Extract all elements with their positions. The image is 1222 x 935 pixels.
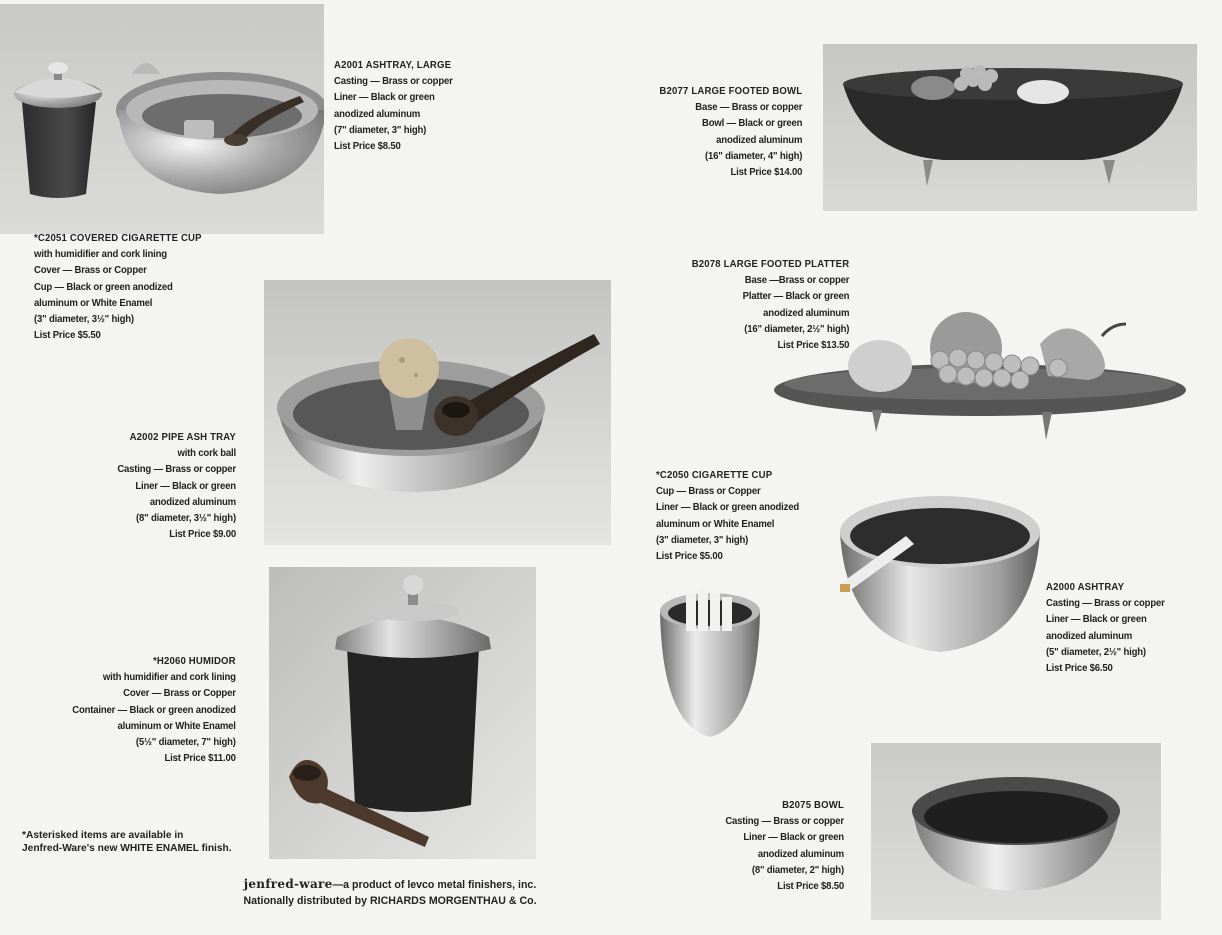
product-line: Casting — Brass or copper — [117, 464, 236, 476]
distribution-line: Nationally distributed by RICHARDS MORGENTHAU & Co. — [243, 895, 537, 907]
product-line: with humidifier and cork lining — [34, 249, 167, 261]
product-line: Liner — Black or green — [1046, 614, 1147, 626]
product-line: (3" diameter, 3½" high) — [34, 314, 134, 326]
product-line: anodized aluminum — [715, 134, 802, 146]
product-heading: B2077 LARGE FOOTED BOWL — [659, 86, 802, 97]
product-b2075 — [725, 798, 844, 895]
product-price: List Price $8.50 — [777, 881, 844, 893]
product-line: anodized aluminum — [762, 307, 849, 319]
product-line: anodized aluminum — [1046, 630, 1133, 642]
product-line: anodized aluminum — [149, 496, 236, 508]
product-line: Container — Black or green anodized — [72, 704, 236, 716]
product-heading: *H2060 HUMIDOR — [153, 656, 236, 667]
product-line: anodized aluminum — [757, 848, 844, 860]
footer-brand-line — [200, 876, 580, 893]
photo-bowl — [871, 743, 1161, 920]
product-line: Casting — Brass or copper — [334, 76, 453, 88]
product-line: anodized aluminum — [334, 108, 421, 120]
photo-ashtray — [836, 492, 1044, 656]
product-line: Base — Brass or copper — [695, 102, 802, 114]
product-line: (8" diameter, 3½" high) — [136, 513, 236, 525]
photo-humidor — [269, 567, 536, 859]
brand-name: jenfred-ware — [243, 877, 333, 891]
product-line: Liner — Black or green — [135, 480, 236, 492]
product-heading: *C2050 CIGARETTE CUP — [656, 470, 773, 481]
product-line: Liner — Black or green — [334, 92, 435, 104]
product-line: (5" diameter, 2½" high) — [1046, 646, 1146, 658]
product-line: with humidifier and cork lining — [103, 672, 237, 684]
product-heading: A2002 PIPE ASH TRAY — [129, 432, 236, 443]
product-price: List Price $11.00 — [164, 753, 236, 765]
product-line: Casting — Brass or copper — [725, 816, 844, 828]
product-a2000 — [1046, 580, 1165, 677]
product-line: Bowl — Black or green — [701, 118, 802, 130]
product-line: Cover — Brass or Copper — [123, 688, 236, 700]
product-line: Cover — Brass or Copper — [34, 265, 147, 277]
product-line: (8" diameter, 2" high) — [751, 864, 844, 876]
product-line: Liner — Black or green anodized — [656, 502, 800, 514]
photo-pipe-ash-tray — [264, 280, 611, 545]
product-heading: B2075 BOWL — [782, 800, 844, 811]
product-line: with cork ball — [177, 448, 236, 460]
asterisk-note — [22, 830, 232, 855]
product-line: (3" diameter, 3" high) — [656, 534, 749, 546]
product-line: (5½" diameter, 7" high) — [136, 737, 236, 749]
product-a2001 — [334, 58, 453, 155]
product-b2078 — [691, 257, 849, 354]
photo-cigarette-cup — [658, 585, 762, 740]
product-price: List Price $14.00 — [730, 167, 802, 179]
product-price: List Price $6.50 — [1046, 663, 1113, 675]
product-line: Cup — Brass or Copper — [656, 486, 761, 498]
footer — [200, 876, 580, 909]
photo-large-footed-bowl — [823, 44, 1197, 211]
note-line: Jenfred-Ware's new WHITE ENAMEL finish. — [22, 842, 232, 854]
product-line: Platter — Black or green — [742, 291, 849, 303]
product-price: List Price $5.50 — [34, 330, 101, 342]
product-price: List Price $5.00 — [656, 551, 723, 563]
product-line: (16" diameter, 4" high) — [704, 150, 802, 162]
product-price: List Price $8.50 — [334, 141, 401, 153]
product-heading: A2001 ASHTRAY, LARGE — [334, 60, 452, 71]
product-c2051 — [34, 231, 202, 344]
product-line: Liner — Black or green — [743, 832, 844, 844]
product-heading: A2000 ASHTRAY — [1046, 582, 1125, 593]
product-price: List Price $9.00 — [169, 529, 236, 541]
product-b2077 — [659, 84, 802, 181]
product-line: (16" diameter, 2½" high) — [743, 323, 849, 335]
product-line: Casting — Brass or copper — [1046, 598, 1165, 610]
product-line: Cup — Black or green anodized — [34, 281, 173, 293]
product-line: Base —Brass or copper — [744, 275, 849, 287]
brand-tagline: —a product of levco metal finishers, inc. — [332, 879, 537, 891]
product-heading: B2078 LARGE FOOTED PLATTER — [691, 259, 849, 270]
product-c2050 — [656, 468, 799, 565]
product-heading: *C2051 COVERED CIGARETTE CUP — [34, 233, 202, 244]
product-line: (7" diameter, 3" high) — [334, 124, 427, 136]
product-price: List Price $13.50 — [777, 340, 849, 352]
product-line: aluminum or White Enamel — [656, 518, 775, 530]
product-h2060 — [72, 654, 236, 767]
product-a2002 — [117, 430, 236, 543]
note-line: *Asterisked items are available in — [22, 830, 184, 841]
product-line: aluminum or White Enamel — [34, 297, 153, 309]
photo-ashtray-large-and-covered-cup — [0, 4, 324, 234]
product-line: aluminum or White Enamel — [117, 720, 236, 732]
